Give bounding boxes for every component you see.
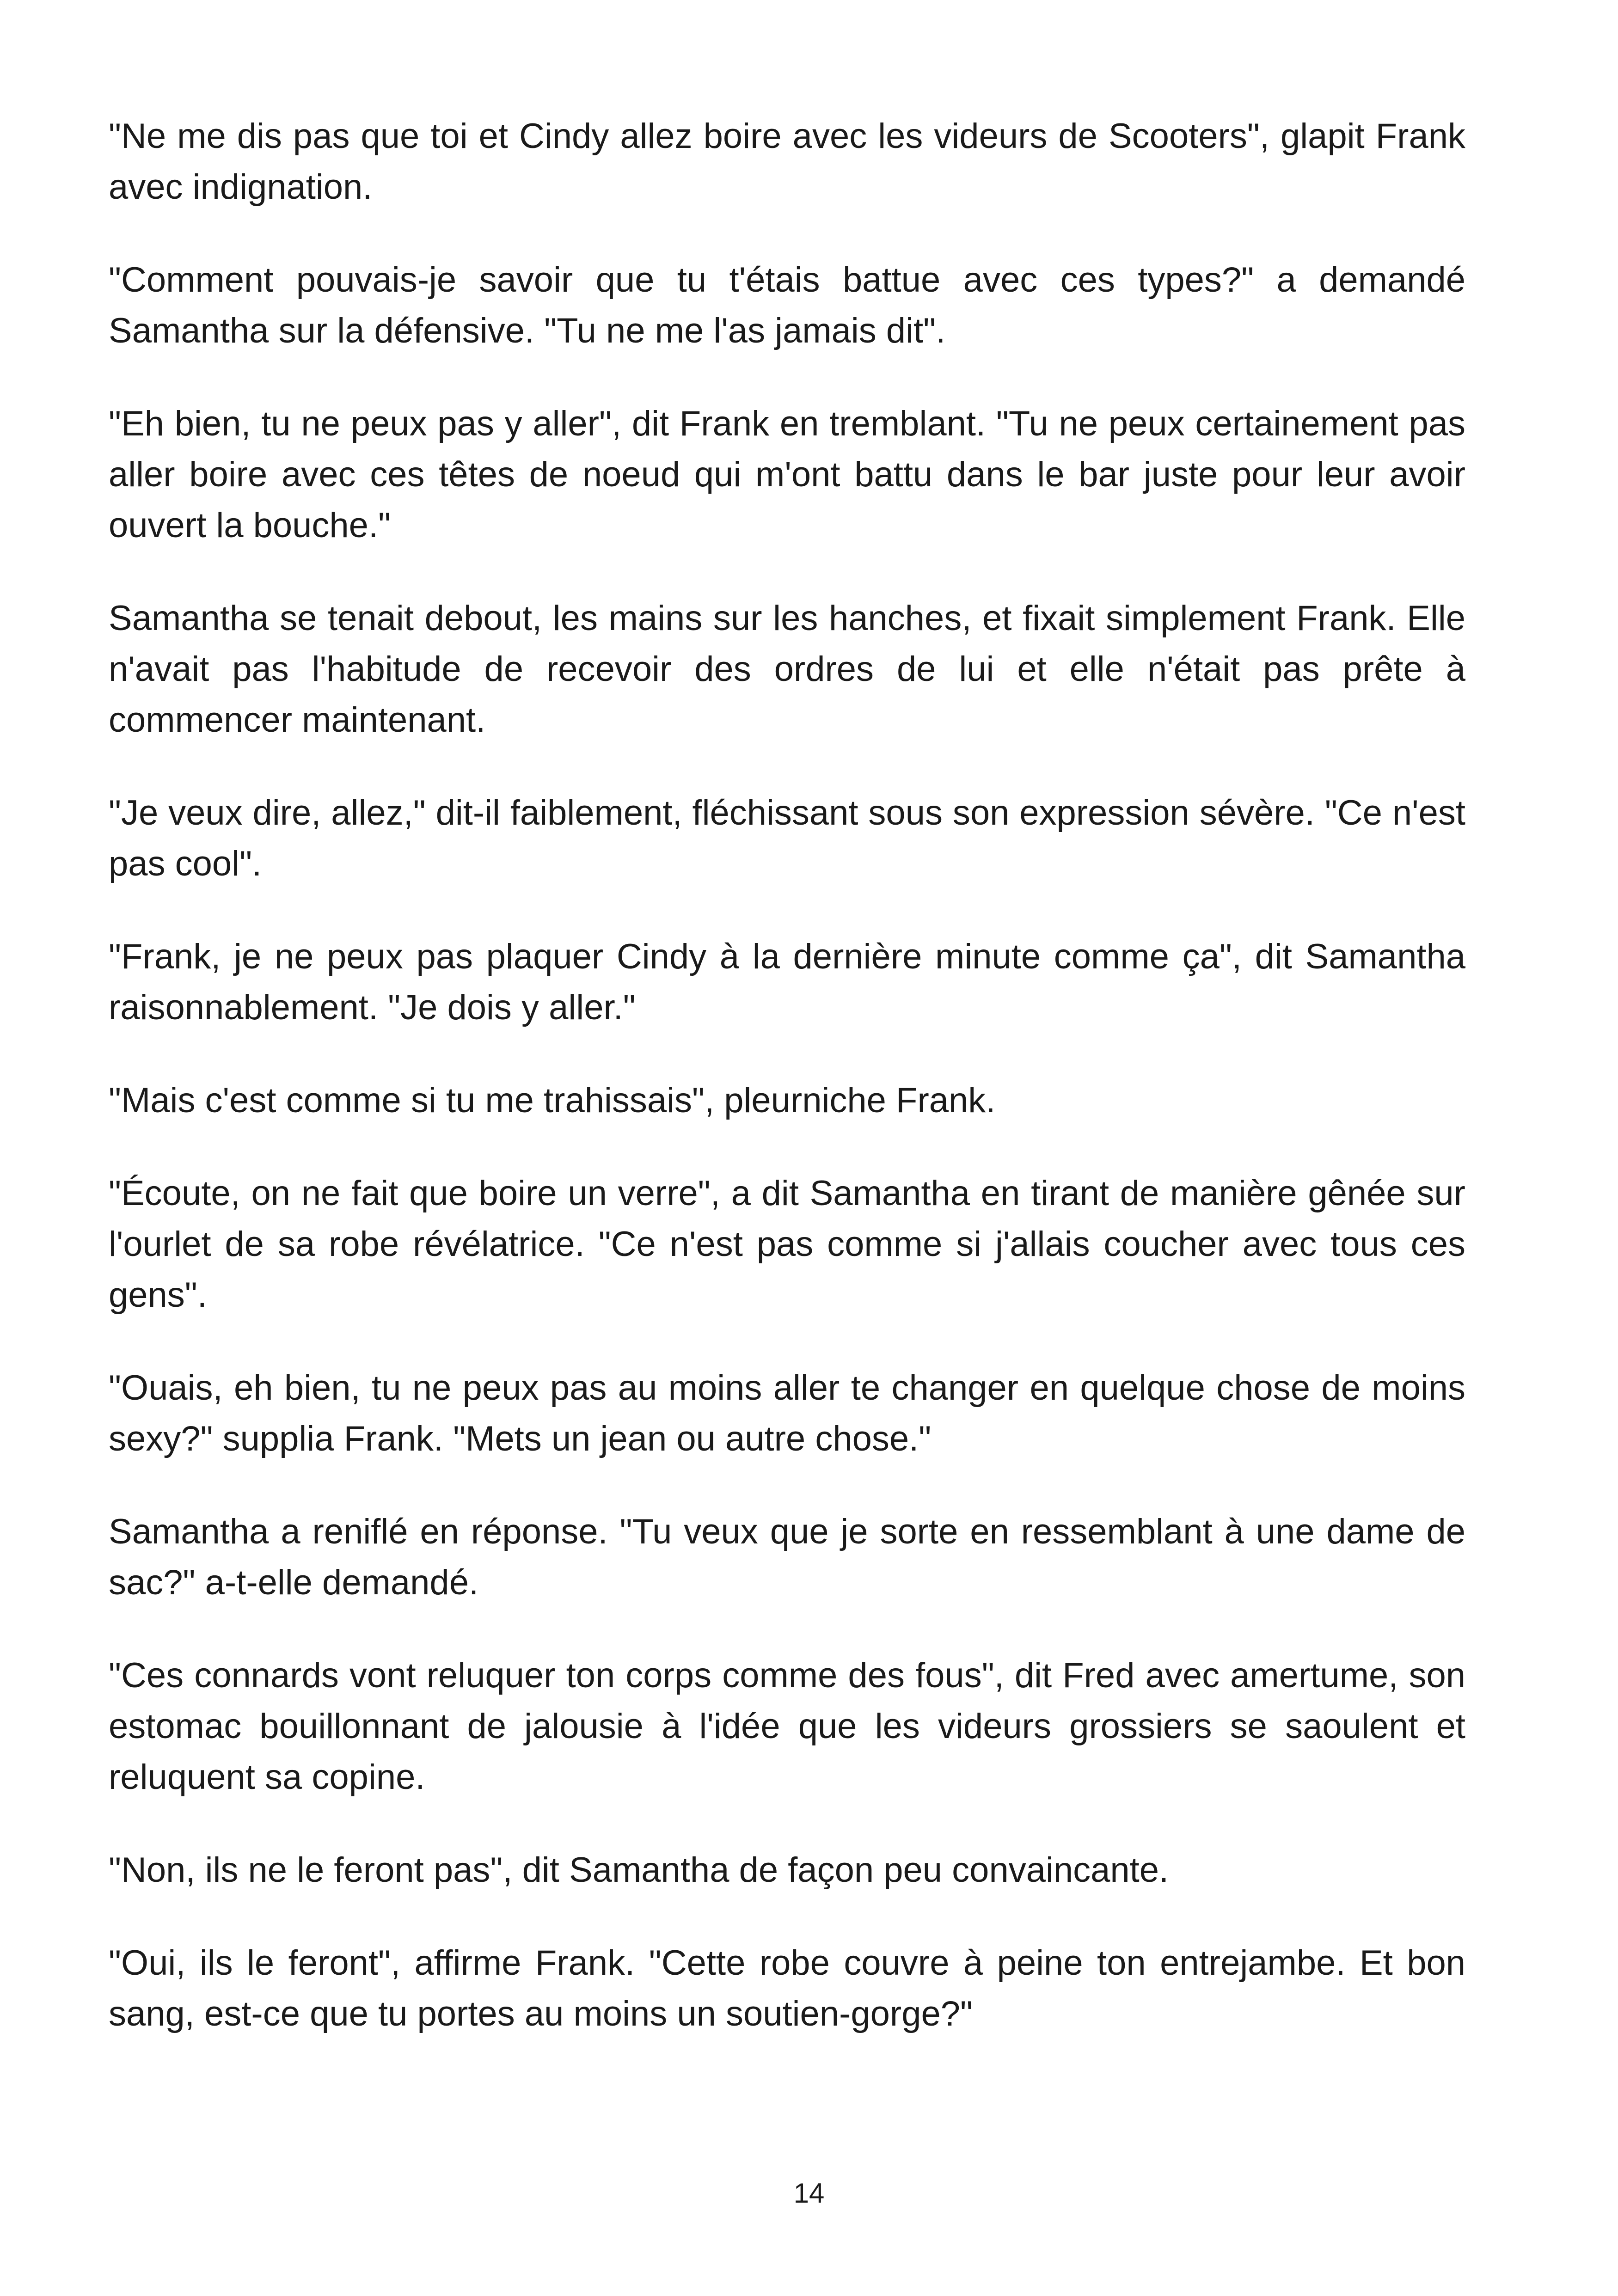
paragraph: "Frank, je ne peux pas plaquer Cindy à la dernière minute comme ça", dit Samantha raisonnablement. "Je dois y aller." [109, 937, 1465, 1027]
body-text [109, 111, 1465, 2039]
paragraph: Samantha se tenait debout, les mains sur les hanches, et fixait simplement Frank. Elle n'avait pas l'habitude de recevoir des ordres de lui et elle n'était pas prête à commencer maintenant. [109, 599, 1465, 740]
paragraph: "Eh bien, tu ne peux pas y aller", dit Frank en tremblant. "Tu ne peux certainement pas aller boire avec ces têtes de noeud qui m'ont battu dans le bar juste pour leur avoir ouvert la bouche." [109, 404, 1465, 545]
paragraph: "Ouais, eh bien, tu ne peux pas au moins aller te changer en quelque chose de moins sexy?" supplia Frank. "Mets un jean ou autre chose." [109, 1368, 1465, 1458]
paragraph: "Ces connards vont reluquer ton corps comme des fous", dit Fred avec amertume, son estomac bouillonnant de jalousie à l'idée que les videurs grossiers se saoulent et reluquent sa copine. [109, 1656, 1465, 1797]
paragraph: "Oui, ils le feront", affirme Frank. "Cette robe couvre à peine ton entrejambe. Et bon sang, est-ce que tu portes au moins un soutien-gorge?" [109, 1943, 1465, 2033]
paragraph: "Comment pouvais-je savoir que tu t'étais battue avec ces types?" a demandé Samantha sur la défensive. "Tu ne me l'as jamais dit". [109, 260, 1465, 350]
paragraph: "Ne me dis pas que toi et Cindy allez boire avec les videurs de Scooters", glapit Frank avec indignation. [109, 116, 1465, 207]
paragraph: "Non, ils ne le feront pas", dit Samantha de façon peu convaincante. [109, 1850, 1169, 1890]
paragraph: "Je veux dire, allez," dit-il faiblement, fléchissant sous son expression sévère. "Ce n'est pas cool". [109, 793, 1465, 883]
paragraph: "Écoute, on ne fait que boire un verre", a dit Samantha en tirant de manière gênée sur l'ourlet de sa robe révélatrice. "Ce n'est pas comme si j'allais coucher avec tous ces gens". [109, 1174, 1465, 1315]
paragraph: Samantha a reniflé en réponse. "Tu veux que je sorte en ressemblant à une dame de sac?" a-t-elle demandé. [109, 1512, 1465, 1602]
page-number: 14 [793, 2178, 825, 2209]
paragraph: "Mais c'est comme si tu me trahissais", pleurniche Frank. [109, 1081, 996, 1120]
